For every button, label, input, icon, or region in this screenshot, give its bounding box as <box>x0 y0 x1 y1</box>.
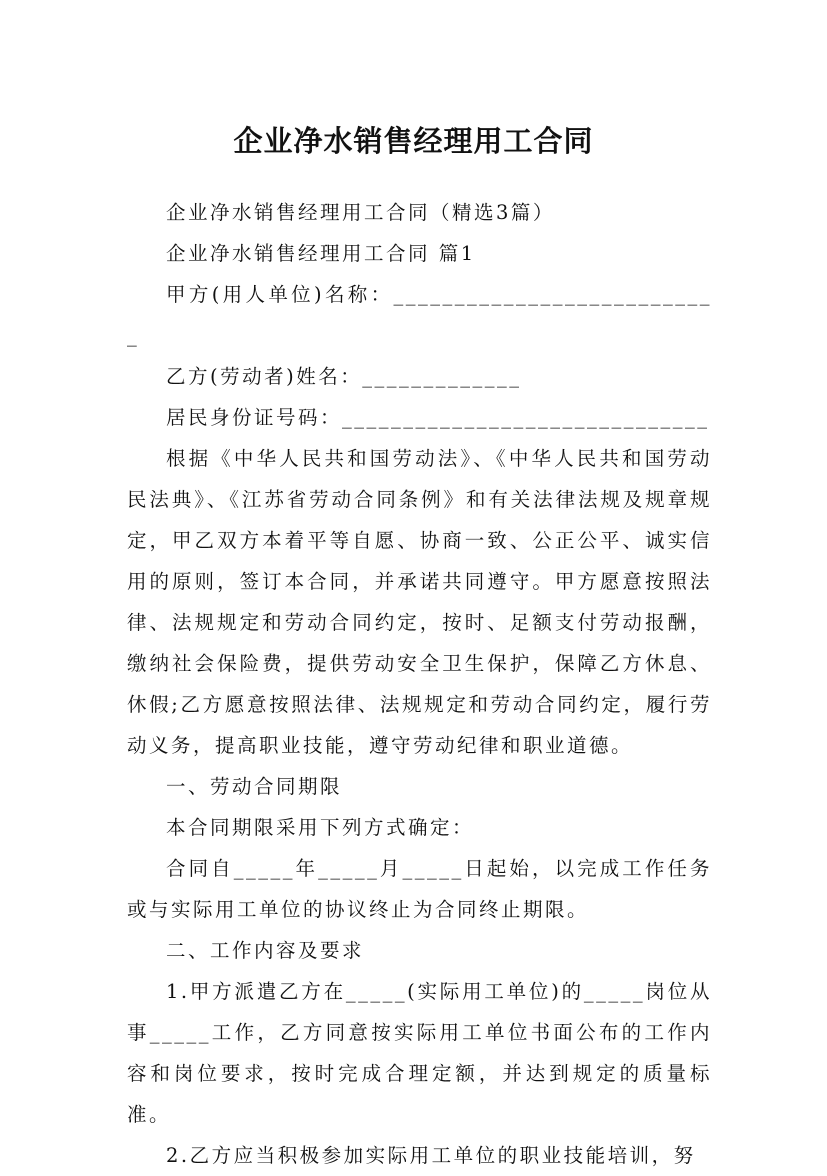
heading-contract-term: 一、劳动合同期限 <box>166 775 343 798</box>
party-a-name-line: 甲方(用人单位)名称：___________________________ <box>127 283 712 347</box>
paragraph-work-item-2: 2.乙方应当积极参加实际用工单位的职业技能培训，努 <box>166 1144 696 1167</box>
document-title: 企业净水销售经理用工合同 <box>233 124 594 159</box>
paragraph-subtitle: 企业净水销售经理用工合同（精选3篇） <box>166 201 555 224</box>
id-number-line: 居民身份证号码：______________________________ <box>166 406 710 429</box>
document-body <box>127 192 712 1176</box>
paragraph-section-heading: 企业净水销售经理用工合同 篇1 <box>166 242 476 265</box>
paragraph-preamble: 根据《中华人民共和国劳动法》、《中华人民共和国劳动民法典》、《江苏省劳动合同条例》和有关法律法规及规章规定，甲乙双方本着平等自愿、协商一致、公正公平、诚实信用的原则，签订本合同，并承诺共同遵守。甲方愿意按照法律、法规规定和劳动合同约定，按时、足额支付劳动报酬，缴纳社会保险费，提供劳动安全卫生保护，保障乙方休息、休假;乙方愿意按照法律、法规规定和劳动合同约定，履行劳动义务，提高职业技能，遵守劳动纪律和职业道德。 <box>127 447 712 757</box>
paragraph-term-method: 本合同期限采用下列方式确定： <box>166 816 475 839</box>
paragraph-term-dates: 合同自_____年_____月_____日起始，以完成工作任务或与实际用工单位的协议终止为合同终止期限。 <box>127 857 712 921</box>
heading-work-content: 二、工作内容及要求 <box>166 939 365 962</box>
party-b-name-line: 乙方(劳动者)姓名：_____________ <box>166 365 522 388</box>
paragraph-work-item-1: 1.甲方派遣乙方在_____(实际用工单位)的_____岗位从事_____工作，乙方同意按实际用工单位书面公布的工作内容和岗位要求，按时完成合理定额，并达到规定的质量标准。 <box>127 980 712 1126</box>
